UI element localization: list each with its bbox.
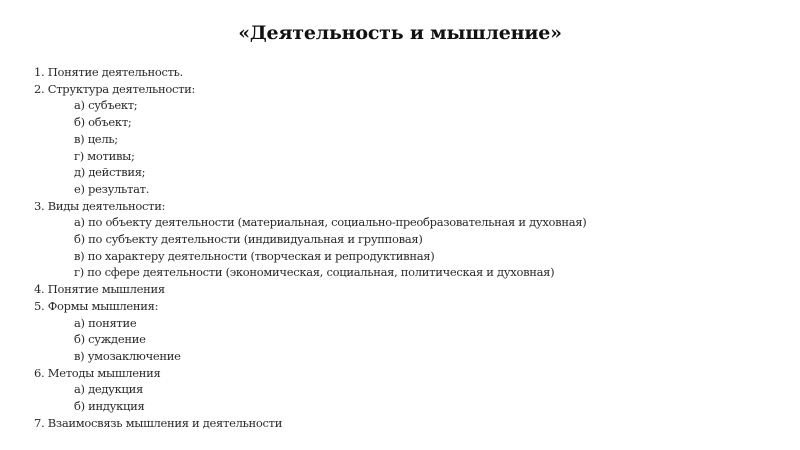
outline-item: 5. Формы мышления: bbox=[34, 298, 159, 313]
outline-subitem: в) цель; bbox=[74, 131, 118, 146]
outline-subitem: д) действия; bbox=[74, 165, 146, 180]
outline-subitem: б) объект; bbox=[74, 115, 132, 130]
outline-subitem: б) индукция bbox=[74, 399, 145, 414]
outline-subitem: а) понятие bbox=[74, 315, 137, 330]
slide-title: «Деятельность и мышление» bbox=[238, 22, 562, 44]
outline-item: 1. Понятие деятельность. bbox=[34, 65, 183, 79]
outline-list bbox=[34, 64, 586, 431]
outline-subitem: г) по сфере деятельности (экономическая, социальная, политическая и духовная) bbox=[74, 265, 555, 280]
outline-subitem: б) суждение bbox=[74, 332, 146, 347]
outline-subitem: а) по объекту деятельности (материальная, социально-преобразовательная и духовная) bbox=[74, 215, 587, 230]
outline-subitem: в) умозаключение bbox=[74, 348, 181, 363]
outline-item: 4. Понятие мышления bbox=[34, 282, 165, 297]
outline-item: 6. Методы мышления bbox=[34, 365, 161, 380]
outline-subitem: в) по характеру деятельности (творческая и репродуктивная) bbox=[74, 248, 435, 263]
outline-subitem: г) мотивы; bbox=[74, 148, 135, 163]
outline-subitem: е) результат. bbox=[74, 181, 150, 196]
outline-subitem: б) по субъекту деятельности (индивидуальная и групповая) bbox=[74, 232, 423, 247]
outline-item: 7. Взаимосвязь мышления и деятельности bbox=[34, 415, 283, 430]
outline-item: 2. Структура деятельности: bbox=[34, 81, 196, 96]
outline-subitem: а) дедукция bbox=[74, 382, 143, 397]
outline-item: 3. Виды деятельности: bbox=[34, 198, 166, 213]
outline-subitem: а) субъект; bbox=[74, 98, 138, 113]
